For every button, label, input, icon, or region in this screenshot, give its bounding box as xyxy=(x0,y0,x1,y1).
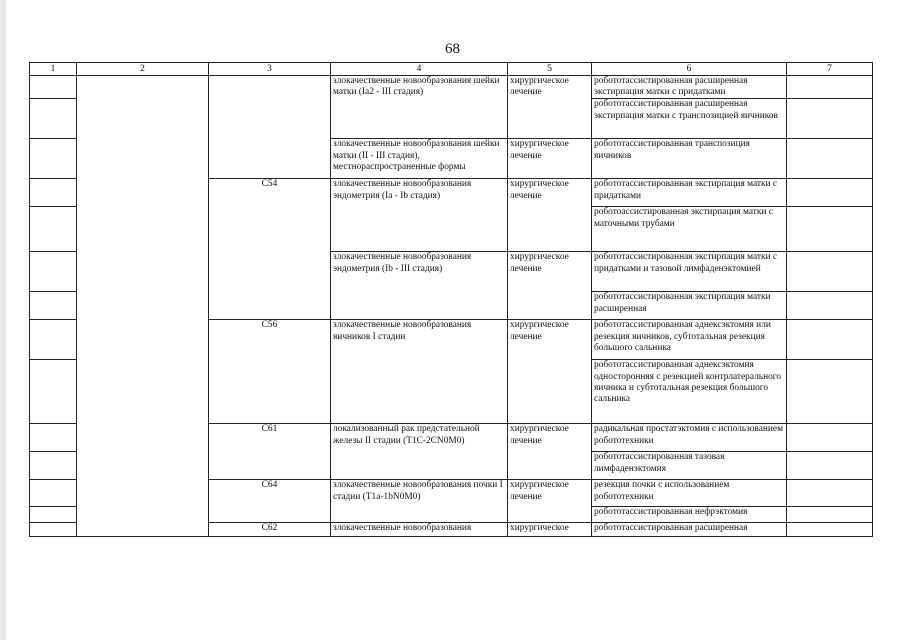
diagnosis-cell: злокачественные новообразования почки I стадии (T1a-1bN0M0) xyxy=(331,480,508,523)
method-cell: радикальная простатэктомия с использованием робототехники xyxy=(592,424,787,452)
notes-cell xyxy=(787,252,873,292)
index-cell xyxy=(30,139,77,179)
method-cell: робототассистированная нефрэктомия xyxy=(592,507,787,523)
diagnosis-cell: локализованный рак предстательной железы II стадии (T1C-2CN0M0) xyxy=(331,424,508,480)
notes-cell xyxy=(787,99,873,139)
method-cell: робототассистированная аднексэктомия односторонняя с резекцией контрлатерального яичника и субтотальная резекция большого сальника xyxy=(592,360,787,424)
profile-cell xyxy=(77,76,209,537)
method-cell: робототассистированная экстирпация матки с придатками и тазовой лимфаденэктомией xyxy=(592,252,787,292)
code-cell xyxy=(209,76,331,179)
diagnosis-cell: злокачественные новообразования шейки матки (II - III стадия), местнораспространенные формы xyxy=(331,139,508,179)
diagnosis-cell: злокачественные новообразования эндометрия (Ib - III стадия) xyxy=(331,252,508,320)
index-cell xyxy=(30,207,77,252)
treatment-cell: хирургическое лечение xyxy=(508,76,592,139)
treatment-cell: хирургическое лечение xyxy=(508,480,592,523)
notes-cell xyxy=(787,523,873,537)
diagnosis-cell: злокачественные новообразования эндометрия (Ia - Ib стадия) xyxy=(331,179,508,252)
column-header: 7 xyxy=(787,63,873,76)
diagnosis-cell: злокачественные новообразования яичников I стадии xyxy=(331,320,508,424)
method-cell: робототассистированная расширенная экстирпация матки с придатками xyxy=(592,76,787,99)
treatment-cell: хирургическое лечение xyxy=(508,320,592,424)
treatment-cell: хирургическое лечение xyxy=(508,424,592,480)
method-cell: робототассистированная аднексэктомия или резекция яичников, субтотальная резекция большого сальника xyxy=(592,320,787,360)
treatment-cell: хирургическое лечение xyxy=(508,179,592,252)
method-cell: робототассистированная экстирпация матки расширенная xyxy=(592,292,787,320)
code-cell: C61 xyxy=(209,424,331,480)
notes-cell xyxy=(787,207,873,252)
page-number: 68 xyxy=(445,41,460,57)
treatment-cell: хирургическое xyxy=(508,523,592,537)
column-header: 3 xyxy=(209,63,331,76)
notes-cell xyxy=(787,179,873,207)
notes-cell xyxy=(787,452,873,480)
scan-margin xyxy=(0,0,6,640)
diagnosis-cell: злокачественные новообразования шейки матки (Ia2 - III стадия) xyxy=(331,76,508,139)
method-cell: робототассистированная расширенная экстирпация матки с транспозицией яичников xyxy=(592,99,787,139)
method-cell: робототассистированная расширенная xyxy=(592,523,787,537)
notes-cell xyxy=(787,139,873,179)
index-cell xyxy=(30,424,77,452)
table-row xyxy=(30,76,873,99)
notes-cell xyxy=(787,360,873,424)
notes-cell xyxy=(787,507,873,523)
column-header: 1 xyxy=(30,63,77,76)
code-cell: C62 xyxy=(209,523,331,537)
notes-cell xyxy=(787,320,873,360)
index-cell xyxy=(30,452,77,480)
method-cell: резекция почки с использованием робототехники xyxy=(592,480,787,507)
index-cell xyxy=(30,360,77,424)
procedures-table xyxy=(29,62,873,537)
code-cell: C54 xyxy=(209,179,331,320)
diagnosis-cell: злокачественные новообразования xyxy=(331,523,508,537)
index-cell xyxy=(30,480,77,507)
index-cell xyxy=(30,507,77,523)
index-cell xyxy=(30,179,77,207)
notes-cell xyxy=(787,76,873,99)
code-cell: C56 xyxy=(209,320,331,424)
header-row xyxy=(30,63,873,76)
column-header: 4 xyxy=(331,63,508,76)
index-cell xyxy=(30,252,77,292)
column-header: 5 xyxy=(508,63,592,76)
notes-cell xyxy=(787,424,873,452)
treatment-cell: хирургическое лечение xyxy=(508,252,592,320)
method-cell: робототассистированная экстирпация матки с придатками xyxy=(592,179,787,207)
notes-cell xyxy=(787,480,873,507)
column-header: 6 xyxy=(592,63,787,76)
treatment-cell: хирургическое лечение xyxy=(508,139,592,179)
method-cell: робототассистированная тазовая лимфаденэктомия xyxy=(592,452,787,480)
index-cell xyxy=(30,76,77,99)
index-cell xyxy=(30,320,77,360)
index-cell xyxy=(30,523,77,537)
column-header: 2 xyxy=(77,63,209,76)
index-cell xyxy=(30,292,77,320)
notes-cell xyxy=(787,292,873,320)
method-cell: роботоассистированная экстирпация матки с маточными трубами xyxy=(592,207,787,252)
index-cell xyxy=(30,99,77,139)
method-cell: робототассистированная транспозиция яичников xyxy=(592,139,787,179)
code-cell: C64 xyxy=(209,480,331,523)
